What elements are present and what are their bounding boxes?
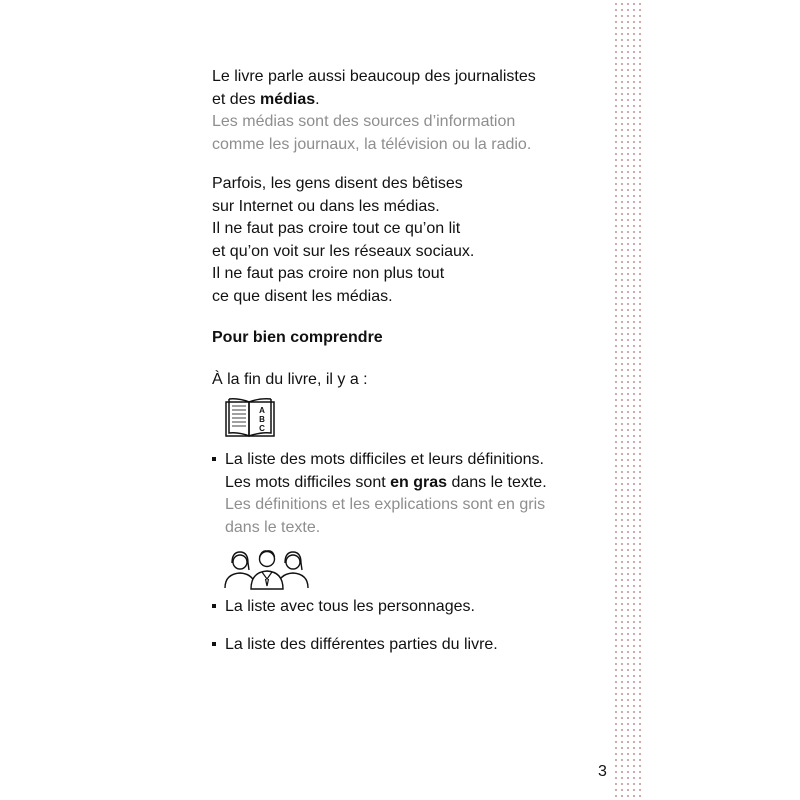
paragraph-line: sur Internet ou dans les médias. — [212, 197, 440, 215]
bullet-square — [212, 642, 216, 646]
bullet-square — [212, 457, 216, 461]
paragraph-line: ce que disent les médias. — [212, 287, 393, 305]
warning-paragraph — [212, 173, 602, 308]
list-item: La liste des différentes parties du livre. — [212, 634, 602, 657]
list-item: La liste des mots difficiles et leurs définitions. Les mots difficiles sont en gras dans le texte. Les définitions et les explications sont en gris dans le texte. — [212, 449, 602, 539]
dotted-margin-pattern — [612, 0, 642, 800]
bold-term-en-gras: en gras — [390, 473, 448, 491]
bullet-square — [212, 604, 216, 608]
definition-line-1: Les médias sont des sources d’information — [212, 113, 516, 130]
book-letter-a: A — [259, 406, 265, 415]
open-book-icon — [222, 396, 278, 440]
definition-line-2: comme les journaux, la télévision ou la radio. — [212, 135, 532, 153]
section-lead: À la fin du livre, il y a : — [212, 371, 368, 388]
bold-term-medias: médias — [260, 90, 316, 108]
list-item: La liste avec tous les personnages. — [212, 596, 602, 619]
paragraph-line: Parfois, les gens disent des bêtises — [212, 175, 463, 192]
section-heading: Pour bien comprendre — [212, 329, 383, 346]
paragraph-line: Il ne faut pas croire tout ce qu’on lit — [212, 220, 461, 237]
book-letter-b: B — [259, 415, 265, 424]
intro-line-2: et des médias. — [212, 90, 320, 108]
characters-group-icon — [222, 548, 312, 590]
paragraph-line: et qu’on voit sur les réseaux sociaux. — [212, 242, 475, 260]
book-letter-c: C — [259, 424, 265, 433]
intro-paragraph — [212, 66, 602, 156]
paragraph-line: Il ne faut pas croire non plus tout — [212, 265, 445, 282]
intro-line-1: Le livre parle aussi beaucoup des journalistes — [212, 68, 536, 85]
page-number: 3 — [598, 763, 607, 780]
